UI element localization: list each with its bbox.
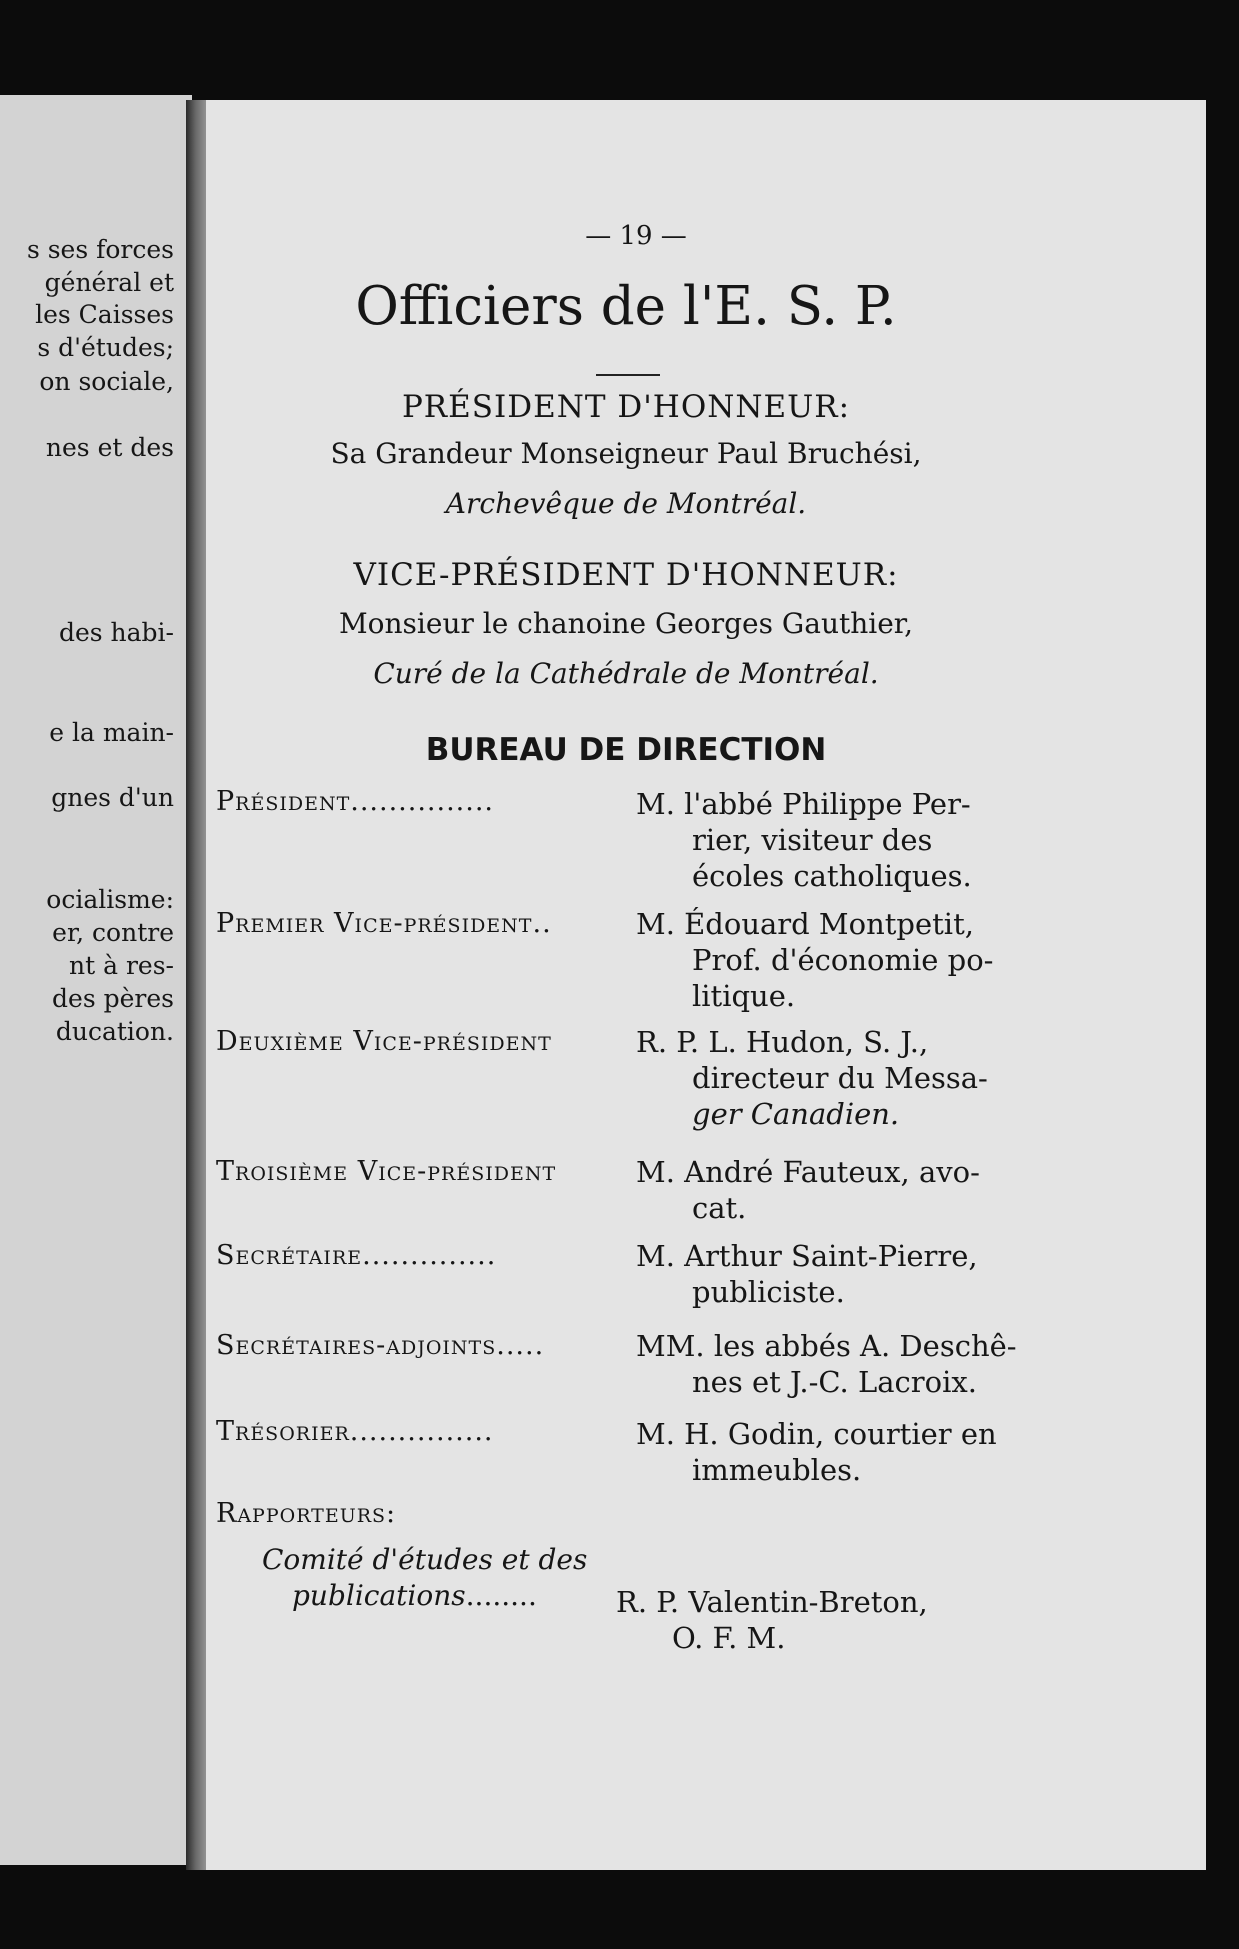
left-text-line: on sociale, <box>39 367 174 396</box>
page-number: — 19 — <box>585 221 687 251</box>
left-text-line: des pères <box>52 984 174 1013</box>
left-text-line: e la main- <box>49 718 174 747</box>
officer-name: cat. <box>692 1191 747 1225</box>
left-text-line: des habi- <box>58 618 174 647</box>
bureau-heading: BUREAU DE DIRECTION <box>425 732 827 768</box>
honorary-vice-president-name: Monsieur le chanoine Georges Gauthier, <box>338 607 913 640</box>
officer-name: R. P. Valentin-Breton, <box>616 1585 928 1619</box>
officer-name: publiciste. <box>692 1275 845 1309</box>
left-text-line: nes et des <box>45 433 174 462</box>
officer-name: immeubles. <box>692 1453 862 1487</box>
page-title: Officiers de l'E. S. P. <box>355 276 897 337</box>
officer-name: rier, visiteur des <box>692 823 933 857</box>
officer-name: M. André Fauteux, avo- <box>636 1155 980 1189</box>
committee-name: Comité d'études et des <box>262 1543 588 1576</box>
role-label: Premier Vice-président.. <box>216 908 552 939</box>
role-label: Président............... <box>216 786 495 817</box>
role-label: Deuxième Vice-président <box>216 1026 552 1057</box>
honorary-president-name: Sa Grandeur Monseigneur Paul Bruchési, <box>330 437 922 470</box>
officer-name: M. Édouard Montpetit, <box>636 907 974 941</box>
role-label: Trésorier............... <box>216 1416 494 1447</box>
left-text-line: les Caisses <box>35 300 174 329</box>
rapporteurs-label: Rapporteurs: <box>216 1498 397 1529</box>
book-spine-shadow <box>186 100 208 1870</box>
officer-name: Prof. d'économie po- <box>692 943 994 977</box>
officer-name: écoles catholiques. <box>692 859 972 893</box>
officer-name: MM. les abbés A. Deschê- <box>636 1329 1017 1363</box>
left-page-fragment <box>0 95 192 1865</box>
left-text-line: général et <box>44 268 174 297</box>
left-text-line: nt à res- <box>69 951 174 980</box>
left-text-line: ocialisme: <box>46 885 174 914</box>
officer-name: nes et J.-C. Lacroix. <box>692 1365 977 1399</box>
left-text-line: er, contre <box>52 918 174 947</box>
committee-name: publications........ <box>292 1579 537 1612</box>
officer-name: M. H. Godin, courtier en <box>636 1417 997 1451</box>
right-page <box>206 100 1206 1870</box>
officer-name: M. Arthur Saint-Pierre, <box>636 1239 978 1273</box>
left-text-line: gnes d'un <box>51 783 174 812</box>
officer-name: ger Canadien. <box>692 1097 900 1131</box>
title-rule <box>596 374 660 376</box>
honorary-vice-president-heading: VICE-PRÉSIDENT D'HONNEUR: <box>353 557 899 593</box>
role-label: Secrétaire.............. <box>216 1240 497 1271</box>
role-label: Secrétaires-adjoints..... <box>216 1330 545 1361</box>
honorary-president-heading: PRÉSIDENT D'HONNEUR: <box>401 389 851 425</box>
role-label: Troisième Vice-président <box>216 1156 557 1187</box>
officer-name: M. l'abbé Philippe Per- <box>636 787 971 821</box>
honorary-vice-president-title: Curé de la Cathédrale de Montréal. <box>373 657 879 690</box>
honorary-president-title: Archevêque de Montréal. <box>445 487 807 520</box>
officer-name: directeur du Messa- <box>692 1061 988 1095</box>
officer-name: R. P. L. Hudon, S. J., <box>636 1025 929 1059</box>
officer-name: litique. <box>692 979 796 1013</box>
left-text-line: s ses forces <box>26 235 174 264</box>
left-text-line: ducation. <box>55 1017 174 1046</box>
officer-name: O. F. M. <box>672 1621 786 1655</box>
left-text-line: s d'études; <box>37 333 174 362</box>
